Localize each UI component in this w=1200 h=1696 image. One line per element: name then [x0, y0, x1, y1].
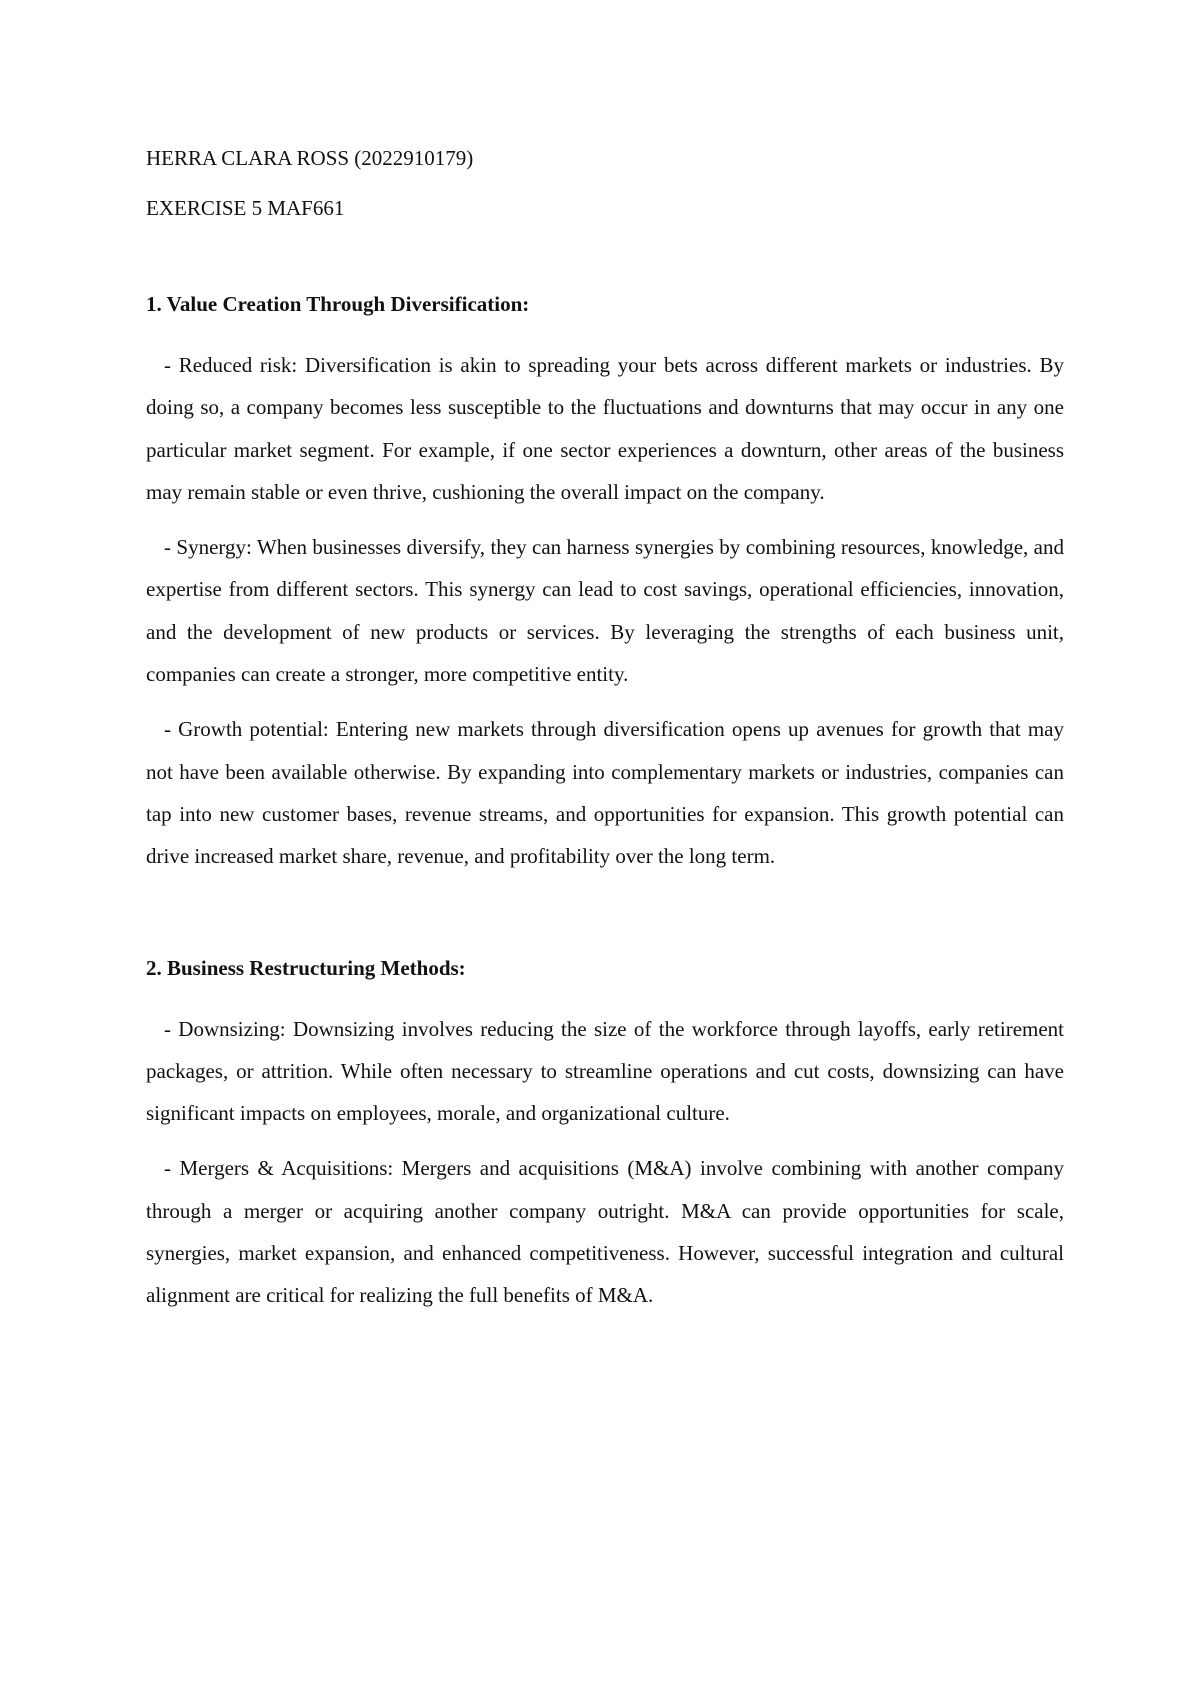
- paragraph-synergy: - Synergy: When businesses diversify, they can harness synergies by combining resources, knowledge, and expertise from different sectors. This synergy can lead to cost savings, operational efficiencies, innovation, and the development of new products or services. By leveraging the strengths of each business unit, companies can create a stronger, more competitive entity.: [146, 535, 1064, 687]
- section-restructuring-methods: [146, 953, 1064, 1317]
- student-name-line: HERRA CLARA ROSS (2022910179): [146, 146, 474, 170]
- paragraph-downsizing: - Downsizing: Downsizing involves reducing the size of the workforce through layoffs, early retirement packages, or attrition. While often necessary to streamline operations and cut costs, downsizing can have significant impacts on employees, morale, and organizational culture.: [146, 1016, 1064, 1126]
- paragraph-mergers-acquisitions: - Mergers & Acquisitions: Mergers and acquisitions (M&A) involve combining with another company through a merger or acquiring another company outright. M&A can provide opportunities for scale, synergies, market expansion, and enhanced competitiveness. However, successful integration and cultural alignment are critical for realizing the full benefits of M&A.: [146, 1156, 1064, 1308]
- section-value-creation: [146, 289, 1064, 878]
- section-heading: 2. Business Restructuring Methods:: [146, 955, 466, 980]
- paragraph-reduced-risk: - Reduced risk: Diversification is akin to spreading your bets across different markets or industries. By doing so, a company becomes less susceptible to the fluctuations and downturns that may occur in any one particular market segment. For example, if one sector experiences a downturn, other areas of the business may remain stable or even thrive, cushioning the overall impact on the company.: [146, 353, 1064, 504]
- exercise-title-line: EXERCISE 5 MAF661: [146, 196, 345, 220]
- paragraph-growth-potential: - Growth potential: Entering new markets through diversification opens up avenues for growth that may not have been available otherwise. By expanding into complementary markets or industries, companies can tap into new customer bases, revenue streams, and opportunities for expansion. This growth potential can drive increased market share, revenue, and profitability over the long term.: [146, 717, 1064, 869]
- section-heading: 1. Value Creation Through Diversification:: [146, 292, 530, 316]
